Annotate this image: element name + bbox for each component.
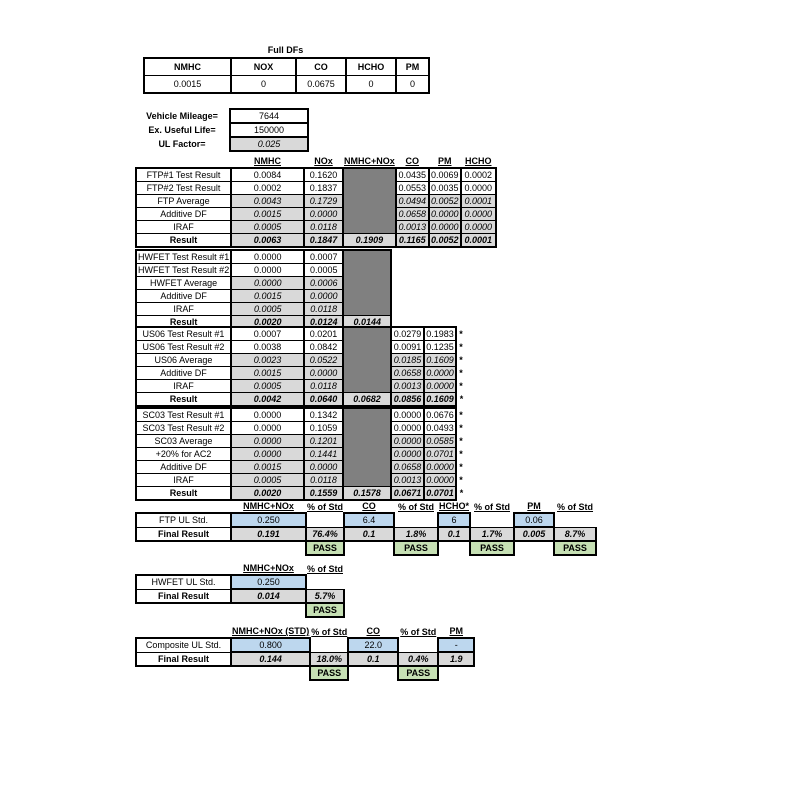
calculated-value-cell: 0.0658 [396,208,429,221]
table-grid [135,500,597,556]
standard-value-cell: 6.4 [344,513,394,527]
table-grid [135,155,497,248]
table-grid [135,326,467,407]
input-value-cell: 0.0675 [296,76,346,94]
empty-cell [136,603,231,617]
blocked-cell [343,327,391,341]
standard-value-cell: 6 [438,513,470,527]
pass-badge: PASS [310,666,348,680]
empty-cell [231,666,310,680]
empty-cell [306,513,344,527]
calculated-value-cell: 0.0000 [231,448,304,461]
row-label: US06 Average [136,354,231,367]
calculated-value-cell: 0.0000 [231,277,304,290]
ftp-results-table [135,155,497,248]
table-grid [135,407,467,501]
row-label: US06 Test Result #2 [136,341,231,354]
row-label: Final Result [136,527,231,541]
calculated-value-cell: 0.0494 [396,195,429,208]
input-value-cell: 0.0000 [461,182,496,195]
column-header: % of Std [400,626,437,637]
input-value-cell: 0.0007 [304,250,343,264]
row-label: Result [136,316,231,330]
column-header: HCHO* [439,501,470,511]
empty-cell [231,541,306,555]
input-value-cell: 0.0091 [391,341,424,354]
calculated-value-cell: 0.0585 [424,435,456,448]
empty-cell [554,513,596,527]
input-value-cell: 0.1983 [424,327,456,341]
input-value-cell: 0.0000 [231,422,304,435]
footnote-asterisk: * [459,328,463,339]
empty-cell [136,541,231,555]
column-header: CO [405,156,420,166]
field-label: Vehicle Mileage= [146,111,218,121]
blocked-cell [343,182,396,195]
calculated-value-cell: 0.0015 [231,461,304,474]
calculated-value-cell: 0.0000 [461,208,496,221]
calculated-value-cell: 0.0000 [304,290,343,303]
pass-badge: PASS [554,541,596,555]
table-grid [135,249,392,330]
empty-cell [136,666,231,680]
column-header: CO [366,626,381,636]
input-value-cell: 0.0553 [396,182,429,195]
table-grid [135,108,309,152]
row-label: IRAF [136,380,231,393]
standard-value-cell: 0.06 [514,513,554,527]
input-value-cell: 0.0493 [424,422,456,435]
pass-badge: PASS [470,541,514,555]
row-label: SC03 Test Result #1 [136,408,231,422]
result-value-cell: 0.0020 [231,316,304,330]
footnote-asterisk: * [459,394,464,405]
result-value-cell: 0.0020 [231,487,304,501]
pass-badge: PASS [306,541,344,555]
result-value-cell: 0.1909 [343,234,396,248]
header-spacer [136,625,231,638]
input-value-cell: 0 [231,76,296,94]
blocked-cell [343,408,391,422]
result-value-cell: 0.1578 [343,487,391,501]
input-value-cell: 0.0084 [231,168,304,182]
calculated-value-cell: 0.0005 [231,221,304,234]
calculated-value-cell: 0.0000 [429,208,461,221]
pass-badge: PASS [306,603,344,617]
row-label: US06 Test Result #1 [136,327,231,341]
result-value-cell: 0.1 [348,652,398,666]
input-value-cell: 0.0002 [461,168,496,182]
input-value-cell: 0.0035 [429,182,461,195]
column-header: % of Std [557,501,594,512]
row-label: SC03 Test Result #2 [136,422,231,435]
blocked-cell [343,208,396,221]
blocked-cell [343,354,391,367]
result-value-cell: 0.0144 [343,316,391,330]
empty-cell [394,513,438,527]
row-label: Final Result [136,589,231,603]
us06-results-table [135,326,467,407]
row-label: FTP UL Std. [136,513,231,527]
pass-badge: PASS [394,541,438,555]
calculated-value-cell: 0.0005 [231,380,304,393]
result-value-cell: 0.0052 [429,234,461,248]
blocked-cell [343,341,391,354]
result-value-cell: 0.0001 [461,234,496,248]
row-label: Additive DF [136,461,231,474]
blocked-cell [343,168,396,182]
empty-cell [344,541,394,555]
pass-badge: PASS [398,666,438,680]
result-value-cell: 76.4% [306,527,344,541]
calculated-value-cell: 0.0000 [429,221,461,234]
footnote-asterisk: * [459,423,463,433]
blocked-cell [343,195,396,208]
column-header: NMHC+NOx (STD) [232,626,310,636]
result-value-cell: 0.0671 [391,487,424,501]
field-value: 7644 [230,109,308,123]
input-value-cell: 0.0000 [231,408,304,422]
result-value-cell: 8.7% [554,527,596,541]
result-value-cell: 0.144 [231,652,310,666]
calculated-value-cell: 0.0000 [424,474,456,487]
standard-value-cell: 0.250 [231,513,306,527]
footnote-asterisk: * [459,449,463,459]
result-value-cell: 0.0640 [304,393,343,407]
column-header: HCHO [465,156,492,166]
footnote-asterisk: * [459,409,463,420]
field-label: Ex. Useful Life= [148,125,216,135]
blocked-cell [343,461,391,474]
result-value-cell: 1.9 [438,652,474,666]
input-value-cell: 0.1837 [304,182,343,195]
input-value-cell: 0.0000 [231,264,304,277]
header-spacer [136,562,231,575]
result-value-cell: 0.014 [231,589,306,603]
column-header: % of Std [398,501,434,512]
calculated-value-cell: 0.0013 [391,474,424,487]
calculated-value-cell: 0.0118 [304,303,343,316]
input-value-cell: 0.0005 [304,264,343,277]
blocked-cell [343,474,391,487]
row-label: IRAF [136,221,231,234]
calculated-value-cell: 0.0000 [461,221,496,234]
row-label: HWFET Test Result #1 [138,252,230,262]
empty-cell [310,638,348,652]
calculated-value-cell: 0.0118 [304,474,343,487]
input-value-cell: 0.1620 [304,168,343,182]
calculated-value-cell: 0.0052 [429,195,461,208]
column-header: NMHC [144,58,231,76]
calculated-value-cell: 0.0118 [304,380,343,393]
column-header: NOx [314,156,333,166]
footnote-asterisk: * [459,475,463,485]
calculated-value-cell: 0.0000 [391,435,424,448]
calculated-value-cell: 0.0013 [396,221,429,234]
blocked-cell [343,250,391,264]
input-value-cell: 0.0007 [231,327,304,341]
input-value-cell: 0.0201 [304,327,343,341]
column-header: NOX [231,58,296,76]
standard-value-cell: 22.0 [348,638,398,652]
column-header: PM [396,58,429,76]
input-value-cell: 0.0676 [424,408,456,422]
column-header: PM [438,156,452,166]
blocked-cell [343,303,391,316]
input-value-cell: 0.1235 [424,341,456,354]
empty-cell [514,541,554,555]
blocked-cell [343,221,396,234]
sheet-title: Full DFs [267,45,304,55]
ftp-ul-standard-table [135,500,597,556]
blocked-cell [343,264,391,277]
standard-value-cell: - [438,638,474,652]
empty-cell [231,603,306,617]
footnote-asterisk: * [459,342,463,352]
result-value-cell: 0.0124 [304,316,343,330]
input-value-cell: 0.0015 [144,76,231,94]
row-label: Result [136,234,231,248]
table-grid [135,625,475,681]
row-label: Final Result [136,652,231,666]
result-value-cell: 0.1 [344,527,394,541]
empty-cell [348,666,398,680]
input-value-cell: 0 [396,76,429,94]
blocked-cell [343,435,391,448]
field-label: UL Factor= [158,139,206,149]
calculated-value-cell: 0.0118 [304,221,343,234]
calculated-value-cell: 0.0000 [304,461,343,474]
composite-ul-standard-table [135,625,475,681]
vehicle-info-table [135,108,309,152]
calculated-value-cell: 0.0015 [231,367,304,380]
calculated-value-cell: 0.0005 [231,303,304,316]
footnote-asterisk: * [459,462,463,472]
footnote-asterisk: * [459,368,463,378]
row-label: IRAF [136,303,231,316]
column-header: NMHC+NOx [243,501,294,511]
input-value-cell: 0.1342 [304,408,343,422]
result-value-cell: 0.0856 [391,393,424,407]
calculated-value-cell: 0.0000 [424,367,456,380]
calculated-value-cell: 0.1609 [424,354,456,367]
standard-value-cell: 0.800 [231,638,310,652]
input-value-cell: 0.0002 [231,182,304,195]
row-label: HWFET Average [136,277,231,290]
column-header: CO [362,501,376,511]
calculated-value-cell: 0.1729 [304,195,343,208]
header-spacer [136,500,231,513]
result-value-cell: 5.7% [306,589,344,603]
row-label: Additive DF [136,290,231,303]
empty-cell [438,666,474,680]
result-value-cell: 0.4% [398,652,438,666]
calculated-value-cell: 0.0000 [424,461,456,474]
calculated-value-cell: 0.0658 [391,367,424,380]
calculated-value-cell: 0.0000 [231,435,304,448]
row-label: FTP#2 Test Result [136,182,231,195]
input-value-cell: 0.0000 [231,250,304,264]
result-value-cell: 0.0042 [231,393,304,407]
input-value-cell: 0.0038 [231,341,304,354]
row-label: IRAF [136,474,231,487]
result-value-cell: 0.0063 [231,234,304,248]
column-header: % of Std [307,501,343,512]
row-label: Additive DF [136,208,231,221]
blocked-cell [343,277,391,290]
result-value-cell: 0.1 [438,527,470,541]
column-header: CO [296,58,346,76]
calculated-value-cell: 0.0701 [424,448,456,461]
footnote-asterisk: * [459,381,463,391]
result-value-cell: 1.7% [470,527,514,541]
blocked-cell [343,380,391,393]
calculated-value-cell: 0.0006 [304,277,343,290]
result-value-cell: 18.0% [310,652,348,666]
sc03-results-table [135,407,467,501]
table-grid [135,562,345,618]
full-dfs-table [143,57,430,94]
empty-cell [438,541,470,555]
footnote-asterisk: * [459,436,463,446]
result-value-cell: 0.0701 [424,487,456,501]
result-value-cell: 0.1165 [396,234,429,248]
input-value-cell: 0.0279 [391,327,424,341]
blocked-cell [343,290,391,303]
result-value-cell: 1.8% [394,527,438,541]
column-header: NMHC [254,156,281,166]
calculated-value-cell: 0.1201 [304,435,343,448]
column-header: PM [449,626,464,636]
footnote-asterisk: * [459,355,463,365]
calculated-value-cell: 0.0043 [231,195,304,208]
calculated-value-cell: 0.0015 [231,208,304,221]
blocked-cell [343,448,391,461]
row-label: Composite UL Std. [136,638,231,652]
row-label: HWFET Test Result #2 [138,265,230,275]
row-label: SC03 Average [136,435,231,448]
calculated-value-cell: 0.0522 [304,354,343,367]
input-value-cell: 0.0069 [429,168,461,182]
row-label: +20% for AC2 [136,448,231,461]
hwfet-results-table [135,249,392,330]
input-value-cell: 0.0000 [391,422,424,435]
calculated-value-cell: 0.0013 [391,380,424,393]
calculated-value-cell: 0.0000 [424,380,456,393]
input-value-cell: 0.0435 [396,168,429,182]
calculated-value-cell: 0.0001 [461,195,496,208]
result-value-cell: 0.005 [514,527,554,541]
calculated-value-cell: 0.0000 [304,208,343,221]
result-value-cell: 0.191 [231,527,306,541]
column-header: NMHC+NOx [344,156,395,166]
calculated-value-cell: 0.0015 [231,290,304,303]
input-value-cell: 0.1059 [304,422,343,435]
row-label: HWFET UL Std. [136,575,231,589]
column-header: PM [527,501,541,511]
result-value-cell: 0.1559 [304,487,343,501]
calculated-value-cell: 0.0000 [391,448,424,461]
table-grid [143,57,430,94]
empty-cell [306,575,344,589]
row-label: FTP Average [136,195,231,208]
standard-value-cell: 0.250 [231,575,306,589]
result-value-cell: 0.1847 [304,234,343,248]
column-header: NMHC+NOx [243,563,294,573]
empty-cell [470,513,514,527]
calculated-value-cell: 0.0658 [391,461,424,474]
result-value-cell: 0.0682 [343,393,391,407]
column-header: % of Std [307,563,343,574]
row-label: Result [136,393,231,407]
input-value-cell: 0.0000 [391,408,424,422]
column-header: % of Std [311,626,348,637]
header-spacer [136,155,231,168]
column-header: % of Std [474,501,511,512]
calculated-value-cell: 0.0185 [391,354,424,367]
blocked-cell [343,422,391,435]
result-value-cell: 0.1609 [424,393,456,407]
calculated-value-cell: 0.0023 [231,354,304,367]
calculated-value-cell: 0.0000 [304,367,343,380]
field-value: 150000 [230,123,308,137]
footnote-asterisk: * [459,488,464,499]
input-value-cell: 0 [346,76,396,94]
calculated-value-cell: 0.1441 [304,448,343,461]
row-label: Result [136,487,231,501]
blocked-cell [343,367,391,380]
hwfet-ul-standard-table [135,562,345,618]
empty-cell [398,638,438,652]
row-label: Additive DF [136,367,231,380]
input-value-cell: 0.0842 [304,341,343,354]
column-header: HCHO [346,58,396,76]
calculated-value-cell: 0.0005 [231,474,304,487]
row-label: FTP#1 Test Result [136,168,231,182]
calculated-field-value: 0.025 [230,137,308,151]
